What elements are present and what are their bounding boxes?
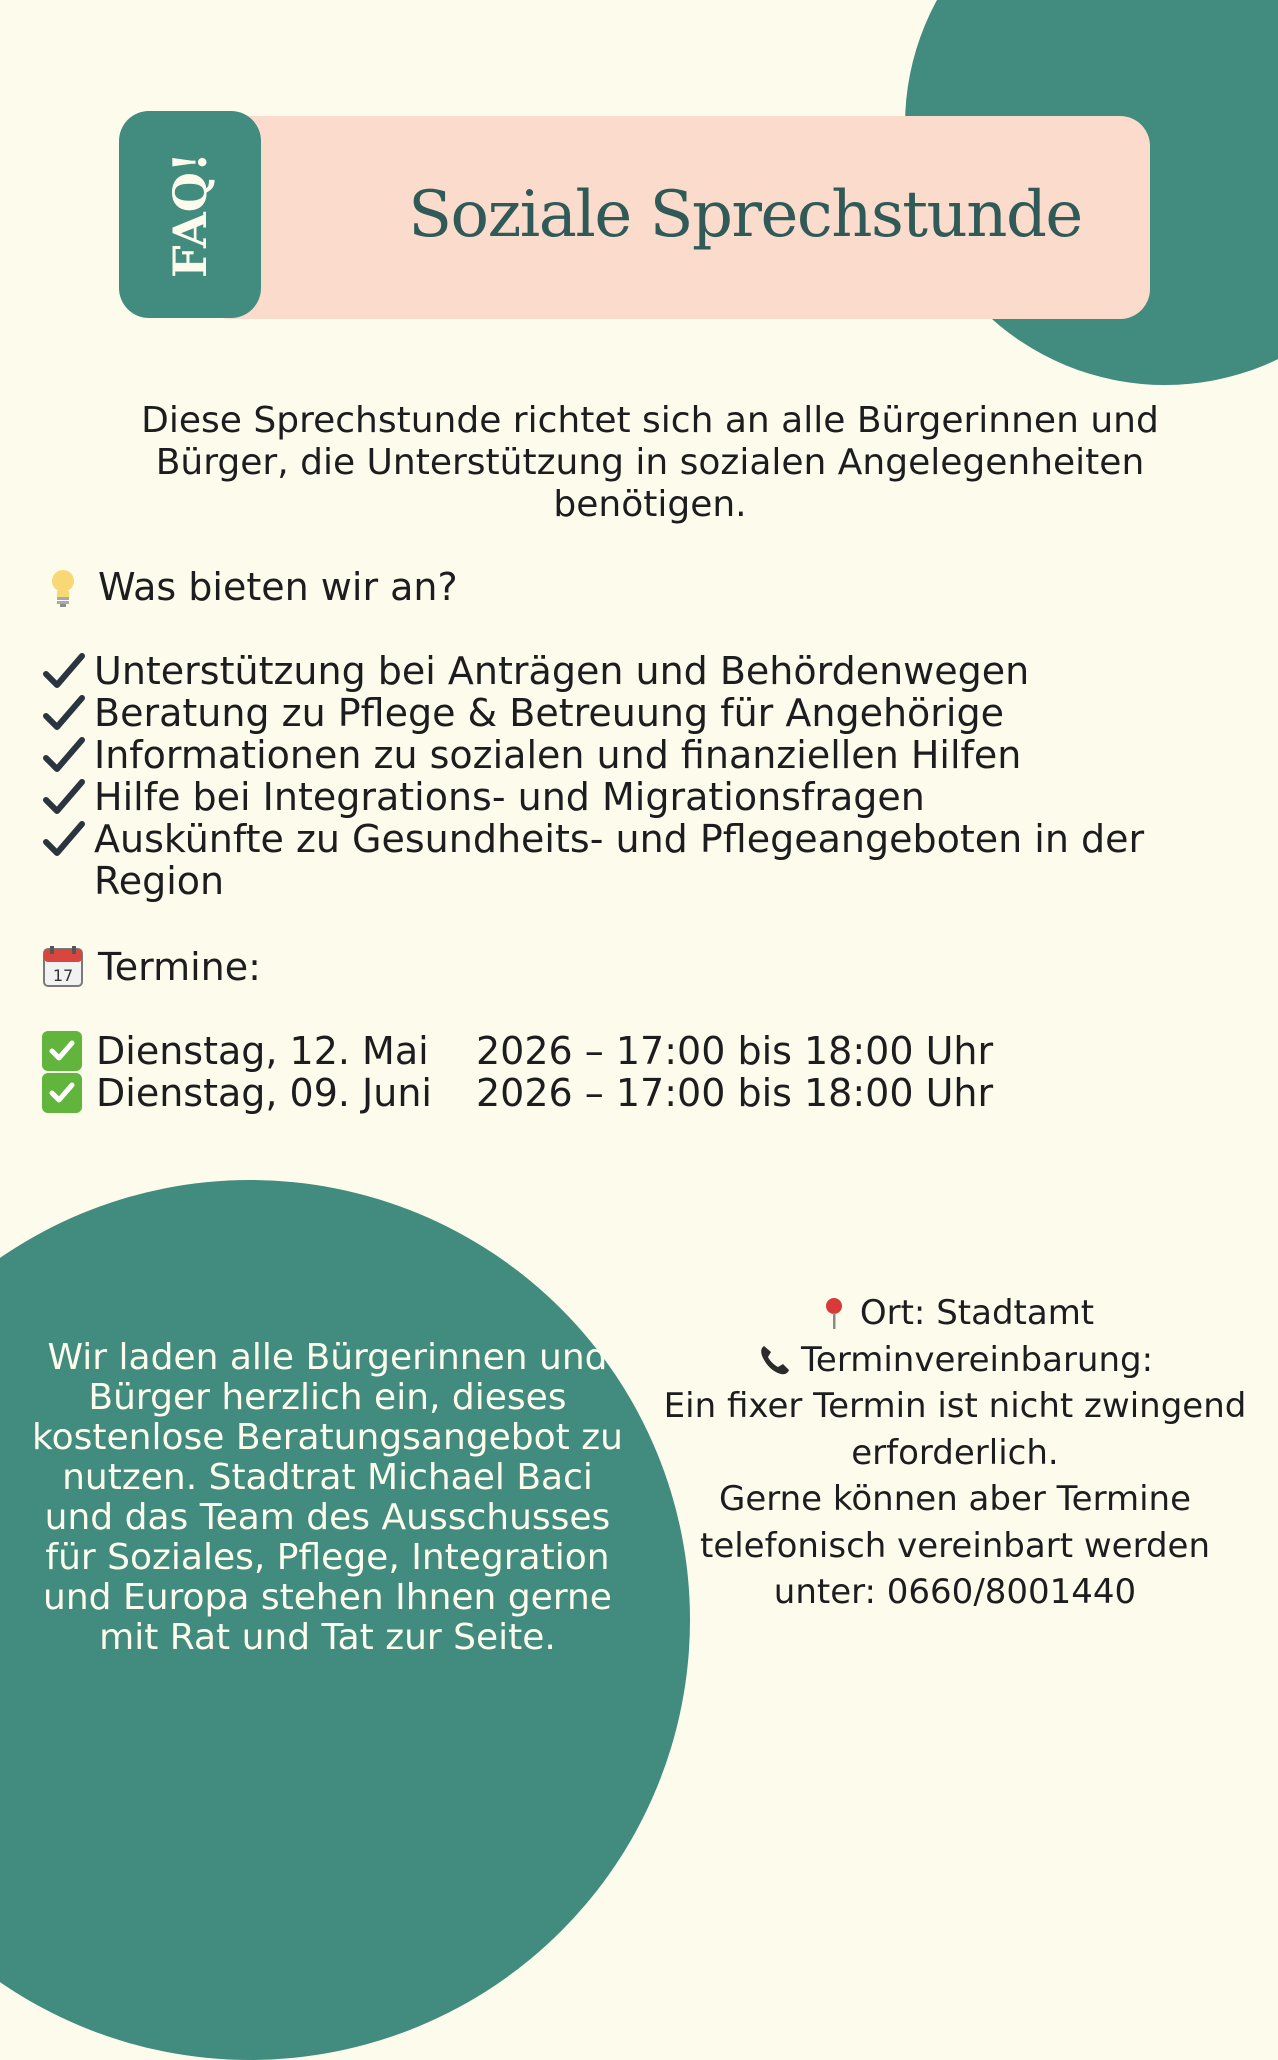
- list-item: [42, 650, 1214, 692]
- appointment-day: Dienstag, 12. Mai: [96, 1029, 429, 1073]
- booking-note-1: Ein fixer Termin ist nicht zwingend erforderlich.: [663, 1386, 1247, 1473]
- list-item: [42, 1030, 993, 1072]
- checkmark-icon: [42, 818, 88, 860]
- list-item: [42, 692, 1214, 734]
- intro-text: Diese Sprechstunde richtet sich an alle Bürgerinnen und Bürger, die Unterstützung in sozialen Angelegenheiten benötigen.: [141, 400, 1159, 525]
- page-title: Soziale Sprechstunde: [408, 177, 1082, 252]
- location-row: [650, 1290, 1260, 1337]
- offer-item: Informationen zu sozialen und finanziellen Hilfen: [94, 733, 1022, 777]
- faq-tag: [119, 111, 261, 318]
- phone-icon: [757, 1342, 793, 1378]
- appointment-time: 2026 – 17:00 bis 18:00 Uhr: [476, 1071, 994, 1115]
- booking-label: Terminvereinbarung:: [800, 1339, 1154, 1380]
- offer-item: Unterstützung bei Anträgen und Behördenwegen: [94, 649, 1030, 693]
- checkmark-icon: [42, 734, 88, 776]
- title-banner: [200, 116, 1150, 319]
- offer-heading: Was bieten wir an?: [98, 565, 458, 609]
- booking-note-2: Gerne können aber Termine telefonisch vereinbart werden unter: 0660/8001440: [699, 1479, 1211, 1612]
- offer-item: Hilfe bei Integrations- und Migrationsfragen: [94, 775, 925, 819]
- checkmark-icon: [42, 776, 88, 818]
- appointment-list: [42, 1030, 993, 1114]
- appointment-day: Dienstag, 09. Juni: [96, 1071, 432, 1115]
- svg-text:17: 17: [52, 966, 74, 985]
- offer-item: Beratung zu Pflege & Betreuung für Angehörige: [94, 691, 1004, 735]
- checkmark-icon: [42, 692, 88, 734]
- invitation-text: Wir laden alle Bürgerinnen und Bürger herzlich ein, dieses kostenlose Beratungsangebot zu nutzen. Stadtrat Michael Baci und das Team des Ausschusses für Soziales, Pflege, Integration und Europa stehen Ihnen gerne mit Rat und Tat zur Seite.: [32, 1337, 623, 1658]
- calendar-icon: [42, 946, 84, 988]
- contact-block: [650, 1290, 1260, 1616]
- offer-list: [42, 650, 1214, 902]
- list-item: [42, 818, 1214, 902]
- offer-heading-row: [42, 565, 458, 609]
- booking-row: [650, 1337, 1260, 1384]
- lightbulb-icon: [42, 566, 84, 608]
- checkmark-icon: [42, 650, 88, 692]
- list-item: [42, 1072, 993, 1114]
- list-item: [42, 776, 1214, 818]
- offer-item: Auskünfte zu Gesundheits- und Pflegeangeboten in der Region: [94, 817, 1145, 903]
- pin-icon: [816, 1295, 852, 1331]
- list-item: [42, 734, 1214, 776]
- appointments-heading: Termine:: [98, 945, 261, 989]
- check-box-icon: [42, 1073, 82, 1113]
- check-box-icon: [42, 1031, 82, 1071]
- appointment-time: 2026 – 17:00 bis 18:00 Uhr: [476, 1029, 994, 1073]
- appointments-heading-row: [42, 945, 261, 989]
- faq-label: FAQ!: [162, 151, 217, 278]
- location-text: Ort: Stadtamt: [859, 1293, 1095, 1333]
